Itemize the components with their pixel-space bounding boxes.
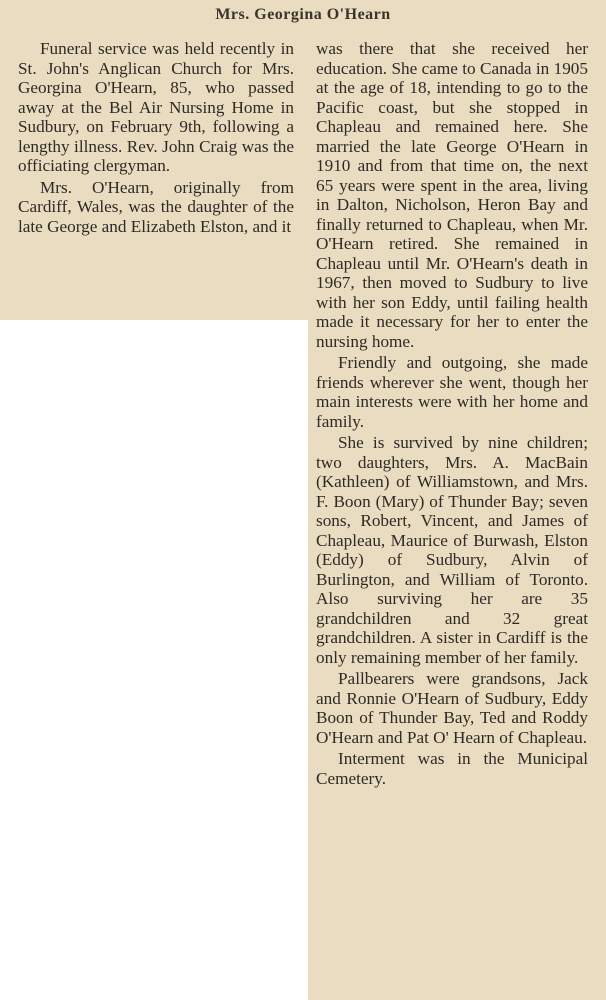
- paragraph-origin: Mrs. O'Hearn, originally from Cardiff, Wales, was the daughter of the late George and Elizabeth Elston, and it: [18, 177, 294, 236]
- paragraph-survivors: She is survived by nine children; two daughters, Mrs. A. MacBain (Kathleen) of Williamstown, and Mrs. F. Boon (Mary) of Thunder Bay; seven sons, Robert, Vincent, and James of Chapleau, Maurice of Burwash, Elston (Eddy) of Sudbury, Alvin of Burlington, and William of Toronto. Also surviving her are 35 grandchildren and 32 great grandchildren. A sister in Cardiff is the only remaining member of her family.: [316, 433, 588, 667]
- paragraph-funeral-service: Funeral service was held recently in St. John's Anglican Church for Mrs. Georgina O'Hearn, 85, who passed away at the Bel Air Nursing Home in Sudbury, on February 9th, following a lengthy illness. Rev. John Craig was the officiating clergyman.: [18, 39, 294, 175]
- paragraph-character: Friendly and outgoing, she made friends wherever she went, though her main interests were with her home and family.: [316, 353, 588, 431]
- left-column: [18, 39, 294, 238]
- obituary-headline: Mrs. Georgina O'Hearn: [215, 6, 391, 23]
- paragraph-interment: Interment was in the Municipal Cemetery.: [316, 749, 588, 788]
- right-column: [316, 39, 588, 790]
- paragraph-life-history: was there that she received her education. She came to Canada in 1905 at the age of 18, intending to go to the Pacific coast, but she stopped in Chapleau and remained here. She married the late George O'Hearn in 1910 and from that time on, the next 65 years were spent in the area, living in Dalton, Nicholson, Heron Bay and finally returned to Chapleau, when Mr. O'Hearn retired. She remained in Chapleau until Mr. O'Hearn's death in 1967, then moved to Sudbury to live with her son Eddy, until failing health made it necessary for her to enter the nursing home.: [316, 39, 588, 351]
- paragraph-pallbearers: Pallbearers were grandsons, Jack and Ronnie O'Hearn of Sudbury, Eddy Boon of Thunder Bay, Ted and Roddy O'Hearn and Pat O' Hearn of Chapleau.: [316, 669, 588, 747]
